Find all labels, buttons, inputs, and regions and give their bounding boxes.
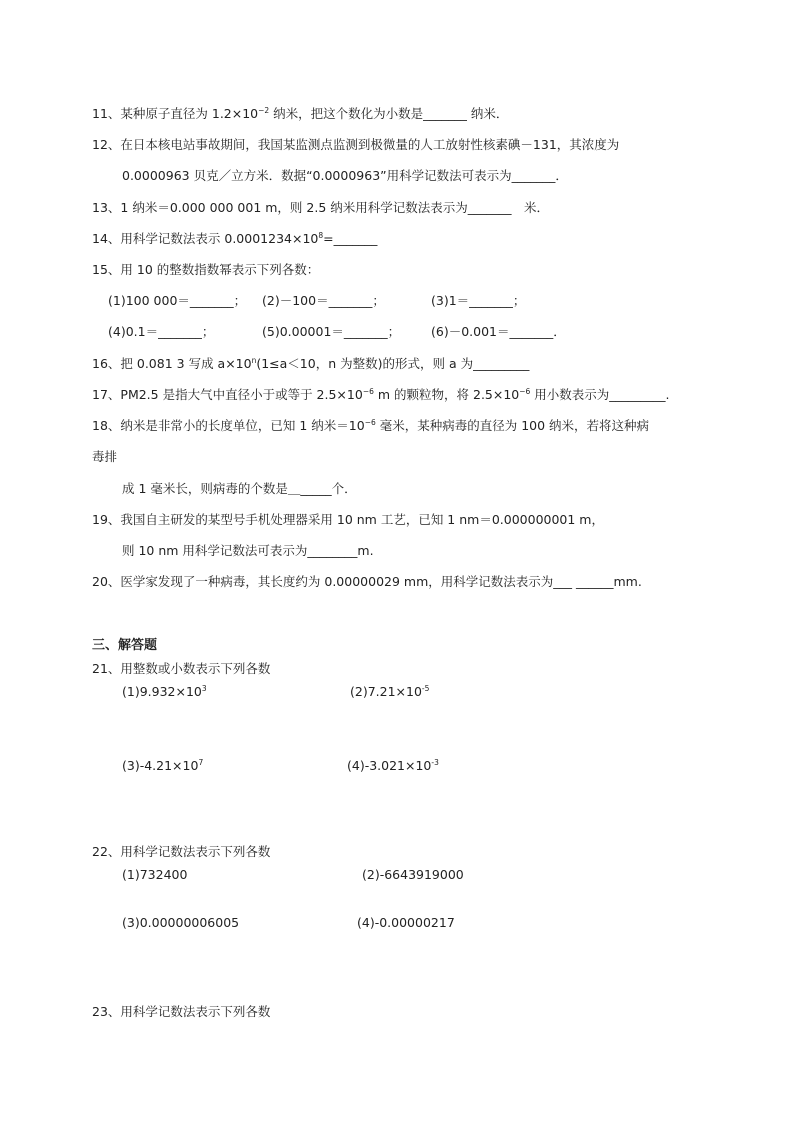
question-19-line1: 19、我国自主研发的某型号手机处理器采用 10 nm 工艺，已知 1 nm＝0.000000001 m， bbox=[92, 512, 604, 527]
question-22-item-2: (2)-6643919000 bbox=[362, 867, 464, 882]
question-22-stem: 22、用科学记数法表示下列各数 bbox=[92, 844, 271, 859]
question-18-line3: 成 1 毫米长，则病毒的个数是＿_____个． bbox=[122, 481, 357, 496]
question-18-line1: 18、纳米是非常小的长度单位，已知 1 纳米$=10^{-6}$ 毫米，某种病毒的直径为 100 纳米，若将这种病 bbox=[92, 418, 650, 433]
question-21-item-3: $(3)-4.21\times 10^7$ bbox=[122, 758, 204, 773]
question-15-item-1: (1)100 000＝_______； bbox=[108, 293, 247, 308]
question-14: 14、用科学记数法表示 $0.0001234\times 10^8=\_\_\_\_\_\_\_$ bbox=[92, 231, 378, 246]
question-21-stem: 21、用整数或小数表示下列各数 bbox=[92, 661, 271, 676]
question-12-line2: 0.0000963 贝克／立方米．数据“0.0000963”用科学记数法可表示为_______． bbox=[122, 168, 568, 183]
question-15-item-3: (3)1＝_______； bbox=[431, 293, 526, 308]
question-13: 13、1 纳米＝0.000 000 001 m，则 2.5 纳米用科学记数法表示为_______ 米． bbox=[92, 200, 550, 215]
question-21-item-4: $(4)-3.021\times 10^{-3}$ bbox=[347, 758, 439, 773]
question-19-line2: 则 10 nm 用科学记数法可表示为________m. bbox=[122, 543, 374, 558]
question-15-item-5: (5)0.00001＝_______； bbox=[262, 324, 401, 339]
question-16: 16、把 0.081 3 写成 $a\times 10^n(1\le a<10$，n 为整数)的形式，则 a 为_________ bbox=[92, 356, 530, 371]
question-12-line1: 12、在日本核电站事故期间，我国某监测点监测到极微量的人工放射性核素碘－131，其浓度为 bbox=[92, 137, 620, 152]
question-22-item-3: (3)0.00000006005 bbox=[122, 915, 240, 930]
section-heading-3: 三、解答题 bbox=[92, 638, 158, 653]
question-21-item-2: $(2)7.21\times 10^{-5}$ bbox=[350, 684, 430, 699]
question-15-stem: 15、用 10 的整数指数幂表示下列各数： bbox=[92, 262, 320, 277]
question-23-stem: 23、用科学记数法表示下列各数 bbox=[92, 1004, 271, 1019]
question-20: 20、医学家发现了一种病毒，其长度约为 0.00000029 mm，用科学记数法表示为___ ______mm. bbox=[92, 574, 642, 589]
question-11: 11、某种原子直径为 $1.2\times 10^{-2}$ 纳米，把这个数化为小数是_______ 纳米． bbox=[92, 106, 509, 121]
question-21-item-1: $(1)9.932\times 10^3$ bbox=[122, 684, 207, 699]
question-15-item-2: (2)－100＝_______； bbox=[262, 293, 385, 308]
question-22-item-1: (1)732400 bbox=[122, 867, 188, 882]
question-15-item-6: (6)－0.001＝_______． bbox=[431, 324, 566, 339]
question-17: 17、PM2.5 是指大气中直径小于或等于 $2.5\times 10^{-6}$ m 的颗粒物，将 $2.5\times 10^{-6}$ 用小数表示为_________. bbox=[92, 387, 670, 402]
question-22-item-4: (4)-0.00000217 bbox=[357, 915, 455, 930]
question-15-item-4: (4)0.1＝_______； bbox=[108, 324, 215, 339]
question-18-line2: 毒排 bbox=[92, 449, 118, 464]
